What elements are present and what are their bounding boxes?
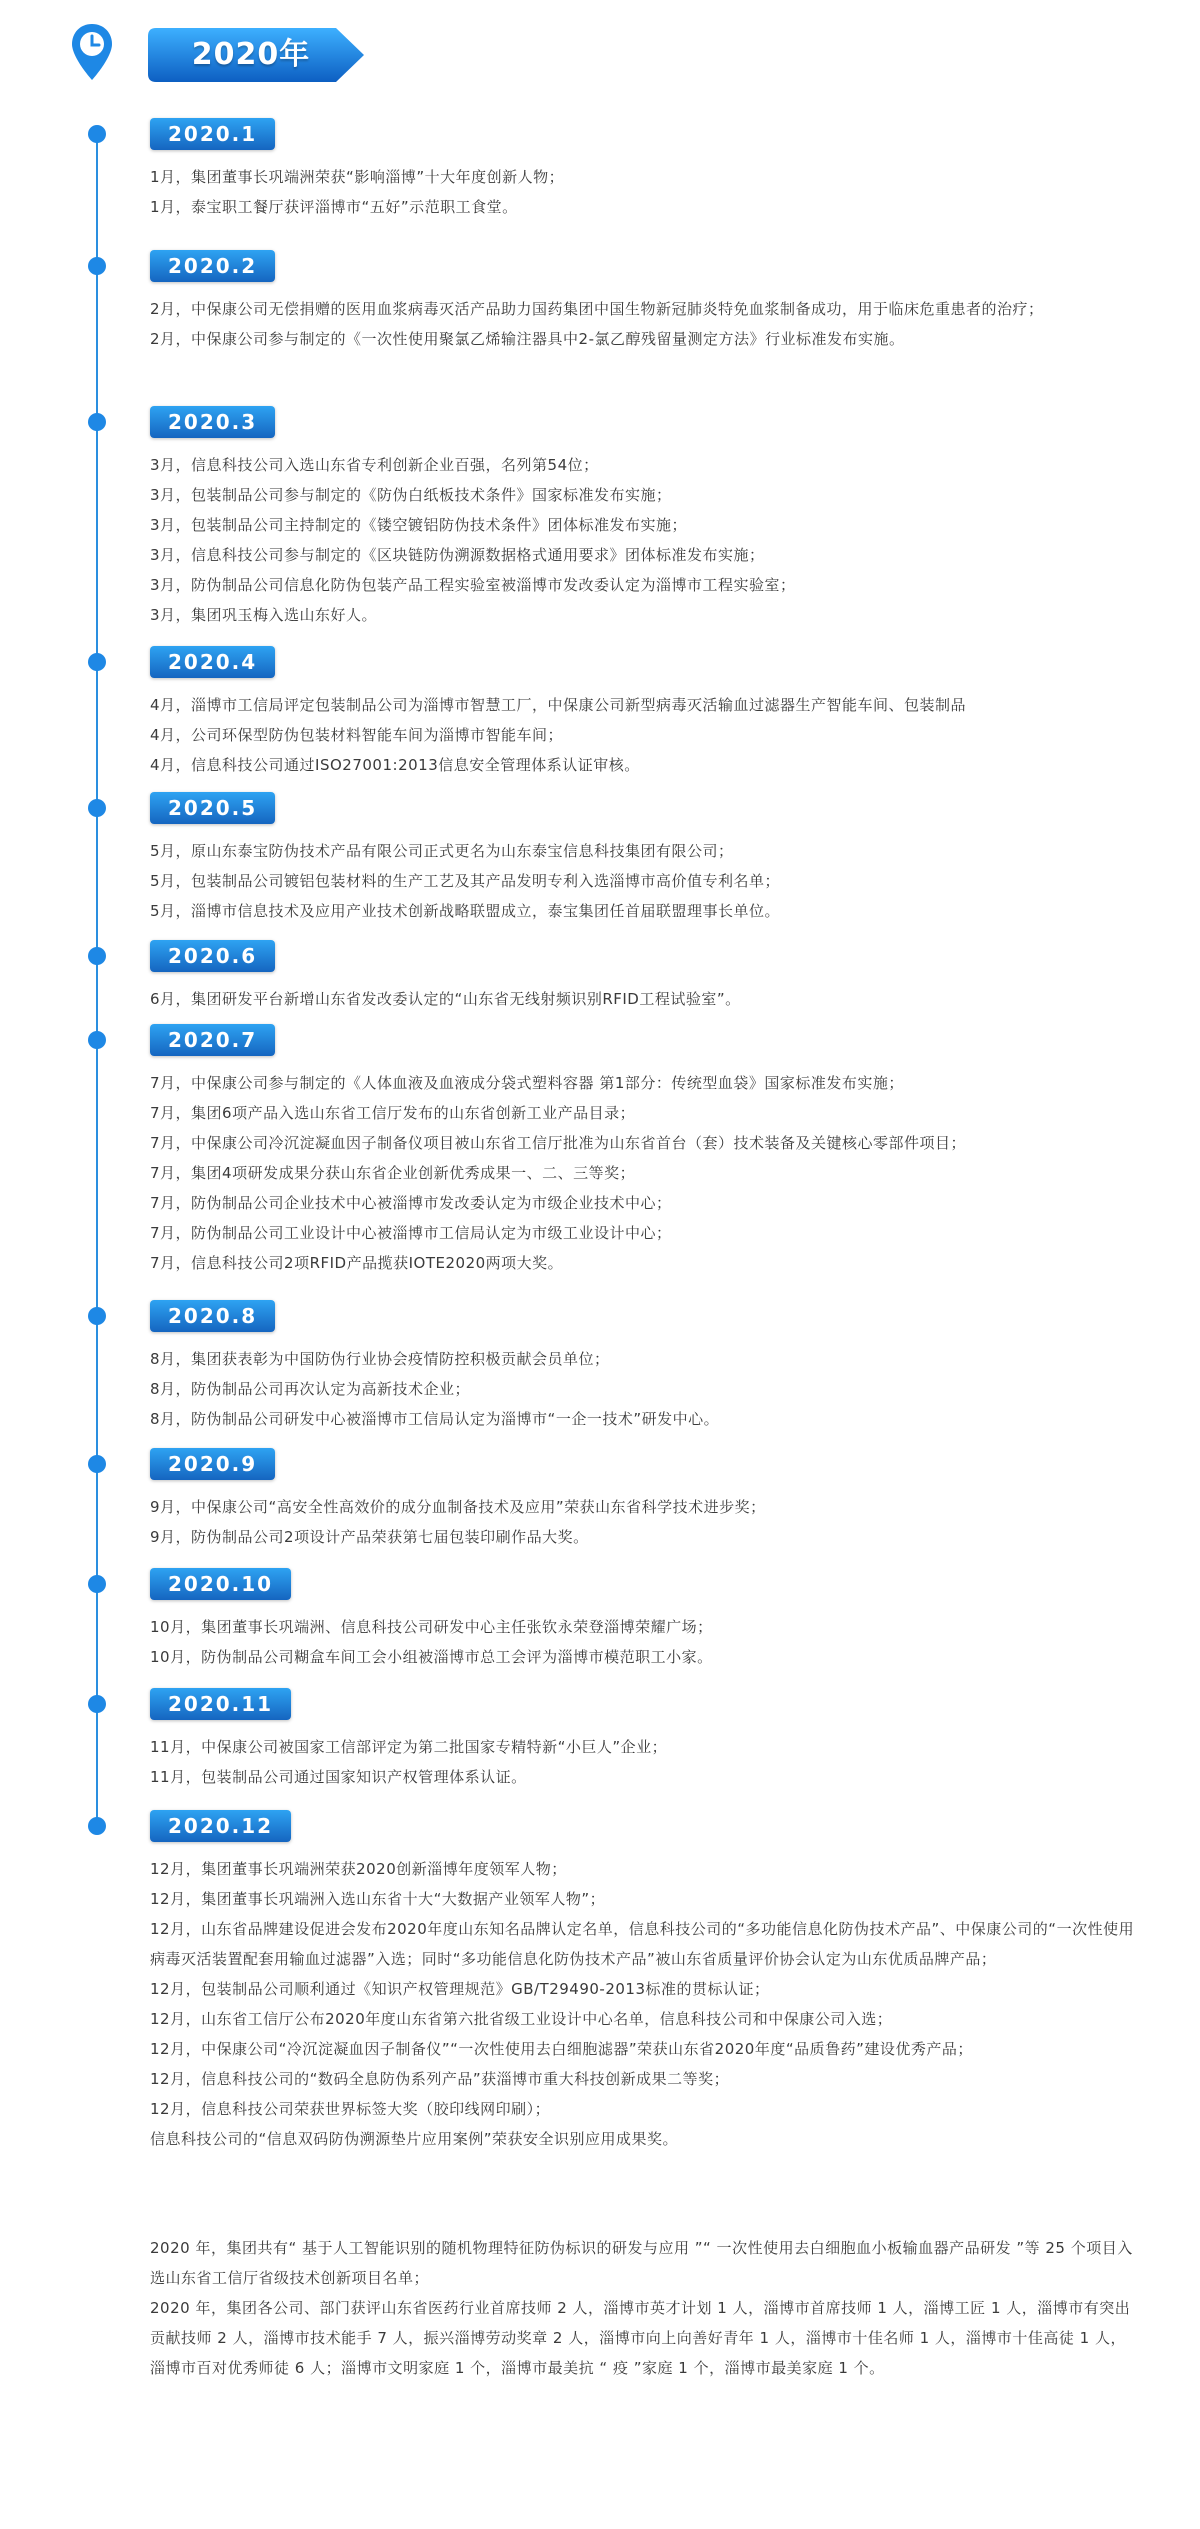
month-tag: 2020.3 bbox=[150, 406, 275, 438]
event-line: 7月，防伪制品公司企业技术中心被淄博市发改委认定为市级企业技术中心； bbox=[150, 1194, 672, 1212]
event-line: 7月，集团6项产品入选山东省工信厅发布的山东省创新工业产品目录； bbox=[150, 1104, 636, 1122]
event-line: 9月，中保康公司“高安全性高效价的成分血制备技术及应用”荣获山东省科学技术进步奖； bbox=[150, 1498, 766, 1516]
clock-pin-icon bbox=[70, 22, 114, 82]
event-line: 12月，信息科技公司荣获世界标签大奖（胶印线网印刷）； bbox=[150, 2100, 551, 2118]
event-line: 12月，集团董事长巩端洲荣获2020创新淄博年度领军人物； bbox=[150, 1860, 567, 1878]
event-line: 1月，集团董事长巩端洲荣获“影响淄博”十大年度创新人物； bbox=[150, 168, 565, 186]
event-line: 5月，原山东泰宝防伪技术产品有限公司正式更名为山东泰宝信息科技集团有限公司； bbox=[150, 842, 734, 860]
timeline-dot bbox=[88, 413, 106, 431]
month-tag: 2020.8 bbox=[150, 1300, 275, 1332]
event-line: 4月，公司环保型防伪包装材料智能车间为淄博市智能车间； bbox=[150, 726, 564, 744]
event-line: 7月，集团4项研发成果分获山东省企业创新优秀成果一、二、三等奖； bbox=[150, 1164, 636, 1182]
month-tag: 2020.11 bbox=[150, 1688, 291, 1720]
event-line: 10月，集团董事长巩端洲、信息科技公司研发中心主任张钦永荣登淄博荣耀广场； bbox=[150, 1618, 713, 1636]
event-line: 3月，信息科技公司入选山东省专利创新企业百强，名列第54位； bbox=[150, 456, 599, 474]
event-line: 3月，防伪制品公司信息化防伪包装产品工程实验室被淄博市发改委认定为淄博市工程实验室； bbox=[150, 576, 796, 594]
timeline-dot bbox=[88, 257, 106, 275]
event-line: 12月，集团董事长巩端洲入选山东省十大“大数据产业领军人物”； bbox=[150, 1890, 606, 1908]
month-tag: 2020.2 bbox=[150, 250, 275, 282]
event-line: 信息科技公司的“信息双码防伪溯源垫片应用案例”荣获安全识别应用成果奖。 bbox=[150, 2130, 679, 2148]
event-line: 7月，防伪制品公司工业设计中心被淄博市工信局认定为市级工业设计中心； bbox=[150, 1224, 672, 1242]
event-line: 6月，集团研发平台新增山东省发改委认定的“山东省无线射频识别RFID工程试验室”。 bbox=[150, 990, 741, 1008]
timeline-dot bbox=[88, 799, 106, 817]
event-line: 3月，包装制品公司参与制定的《防伪白纸板技术条件》国家标准发布实施； bbox=[150, 486, 672, 504]
month-tag: 2020.9 bbox=[150, 1448, 275, 1480]
event-line: 3月，集团巩玉梅入选山东好人。 bbox=[150, 606, 378, 624]
summary-paragraph: 2020 年，集团各公司、部门获评山东省医药行业首席技师 2 人，淄博市英才计划 1 人，淄博市首席技师 1 人，淄博工匠 1 人，淄博市有突出贡献技师 2 人，淄博市技术能手 7 人，振兴淄博劳动奖章 2 人，淄博市向上向善好青年 1 人，淄博市十佳名师 1 人，淄博市十佳高徒 1 人，淄博市百对优秀师徒 6 人；淄博市文明家庭 1 个，淄博市最美抗 “ 疫 ”家庭 1 个，淄博市最美家庭 1 个。 bbox=[150, 2299, 1131, 2377]
month-tag: 2020.10 bbox=[150, 1568, 291, 1600]
event-line: 8月，防伪制品公司再次认定为高新技术企业； bbox=[150, 1380, 471, 1398]
summary-paragraph: 2020 年，集团共有“ 基于人工智能识别的随机物理特征防伪标识的研发与应用 ”“ 一次性使用去白细胞血小板输血器产品研发 ”等 25 个项目入选山东省工信厅省级技术创新项目名单； bbox=[150, 2239, 1133, 2287]
event-line: 7月，中保康公司参与制定的《人体血液及血液成分袋式塑料容器 第1部分：传统型血袋》国家标准发布实施； bbox=[150, 1074, 904, 1092]
event-line: 11月，包装制品公司通过国家知识产权管理体系认证。 bbox=[150, 1768, 527, 1786]
event-line: 12月，信息科技公司的“数码全息防伪系列产品”获淄博市重大科技创新成果二等奖； bbox=[150, 2070, 730, 2088]
event-line: 10月，防伪制品公司糊盒车间工会小组被淄博市总工会评为淄博市模范职工小家。 bbox=[150, 1648, 713, 1666]
timeline-dot bbox=[88, 125, 106, 143]
event-line: 2月，中保康公司无偿捐赠的医用血浆病毒灭活产品助力国药集团中国生物新冠肺炎特免血浆制备成功，用于临床危重患者的治疗； bbox=[150, 300, 1044, 318]
event-line: 12月，包装制品公司顺利通过《知识产权管理规范》GB/T29490-2013标准的贯标认证； bbox=[150, 1980, 770, 1998]
timeline-dot bbox=[88, 1817, 106, 1835]
month-tag: 2020.6 bbox=[150, 940, 275, 972]
event-line: 8月，集团获表彰为中国防伪行业协会疫情防控积极贡献会员单位； bbox=[150, 1350, 610, 1368]
timeline-dot bbox=[88, 1695, 106, 1713]
event-line: 12月，山东省工信厅公布2020年度山东省第六批省级工业设计中心名单，信息科技公司和中保康公司入选； bbox=[150, 2010, 893, 2028]
event-line: 8月，防伪制品公司研发中心被淄博市工信局认定为淄博市“一企一技术”研发中心。 bbox=[150, 1410, 720, 1428]
month-tag: 2020.7 bbox=[150, 1024, 275, 1056]
month-tag: 2020.4 bbox=[150, 646, 275, 678]
timeline-dot bbox=[88, 1307, 106, 1325]
event-line: 12月，中保康公司“冷沉淀凝血因子制备仪”“一次性使用去白细胞滤器”荣获山东省2020年度“品质鲁药”建设优秀产品； bbox=[150, 2040, 973, 2058]
event-line: 4月，信息科技公司通过ISO27001:2013信息安全管理体系认证审核。 bbox=[150, 756, 640, 774]
event-line: 4月，淄博市工信局评定包装制品公司为淄博市智慧工厂，中保康公司新型病毒灭活输血过滤器生产智能车间、包装制品 bbox=[150, 696, 967, 714]
event-line: 5月，包装制品公司镀铝包装材料的生产工艺及其产品发明专利入选淄博市高价值专利名单； bbox=[150, 872, 781, 890]
timeline-dot bbox=[88, 653, 106, 671]
year-title: 2020年 bbox=[191, 37, 311, 72]
timeline-dot bbox=[88, 947, 106, 965]
event-line: 1月，泰宝职工餐厅获评淄博市“五好”示范职工食堂。 bbox=[150, 198, 518, 216]
month-tag: 2020.12 bbox=[150, 1810, 291, 1842]
summary-block bbox=[150, 2233, 1140, 2383]
event-line: 3月，信息科技公司参与制定的《区块链防伪溯源数据格式通用要求》团体标准发布实施； bbox=[150, 546, 765, 564]
event-line: 2月，中保康公司参与制定的《一次性使用聚氯乙烯输注器具中2-氯乙醇残留量测定方法》行业标准发布实施。 bbox=[150, 330, 905, 348]
event-line: 11月，中保康公司被国家工信部评定为第二批国家专精特新“小巨人”企业； bbox=[150, 1738, 668, 1756]
event-line: 7月，信息科技公司2项RFID产品揽获IOTE2020两项大奖。 bbox=[150, 1254, 564, 1272]
event-line: 9月，防伪制品公司2项设计产品荣获第七届包装印刷作品大奖。 bbox=[150, 1528, 589, 1546]
timeline-dot bbox=[88, 1575, 106, 1593]
event-line: 5月，淄博市信息技术及应用产业技术创新战略联盟成立，泰宝集团任首届联盟理事长单位。 bbox=[150, 902, 781, 920]
timeline-dot bbox=[88, 1455, 106, 1473]
month-tag: 2020.1 bbox=[150, 118, 275, 150]
month-tag: 2020.5 bbox=[150, 792, 275, 824]
timeline-dot bbox=[88, 1031, 106, 1049]
event-line: 7月，中保康公司冷沉淀凝血因子制备仪项目被山东省工信厅批准为山东省首台（套）技术装备及关键核心零部件项目； bbox=[150, 1134, 967, 1152]
event-line: 3月，包装制品公司主持制定的《镂空镀铝防伪技术条件》团体标准发布实施； bbox=[150, 516, 688, 534]
event-line: 12月，山东省品牌建设促进会发布2020年度山东知名品牌认定名单，信息科技公司的“多功能信息化防伪技术产品”、中保康公司的“一次性使用病毒灭活装置配套用输血过滤器”入选；同时“多功能信息化防伪技术产品”被山东省质量评价协会认定为山东优质品牌产品； bbox=[150, 1920, 1135, 1968]
